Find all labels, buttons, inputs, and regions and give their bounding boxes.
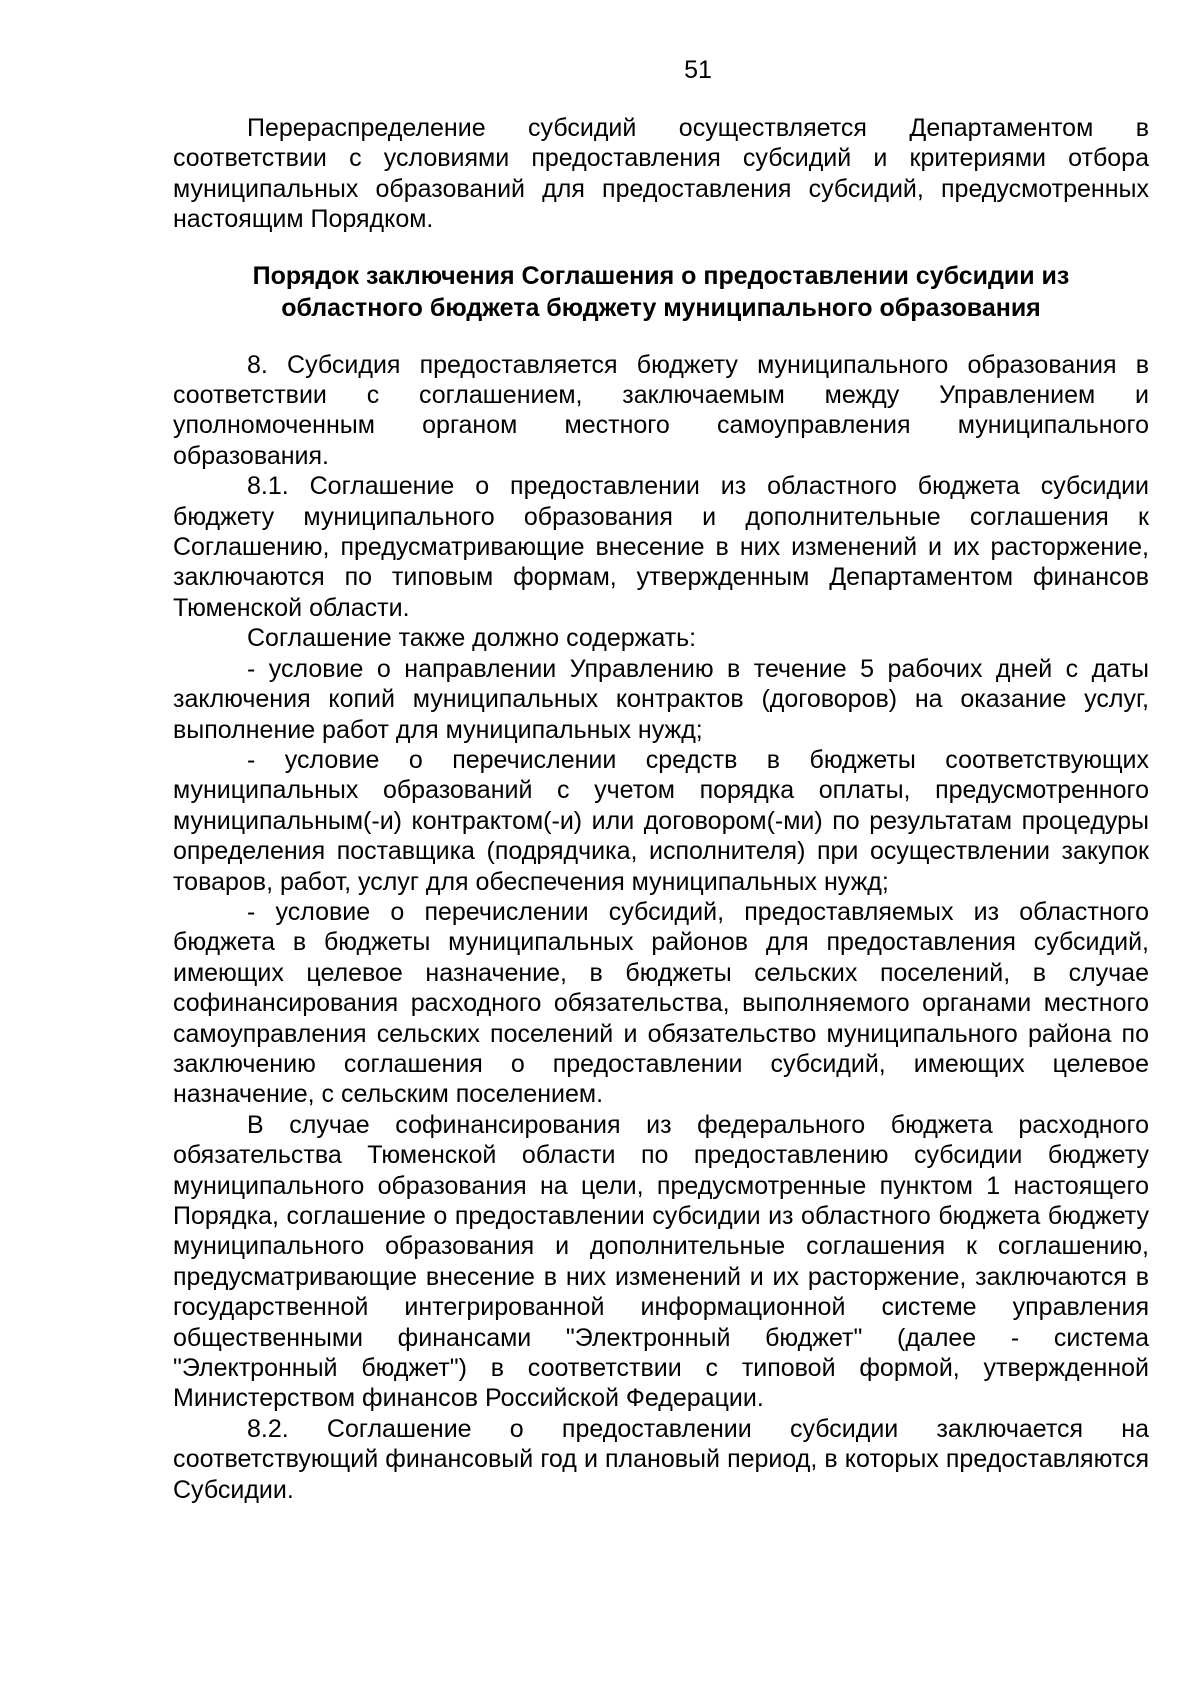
paragraph-8-1: 8.1. Соглашение о предоставлении из областного бюджета субсидии бюджету муниципального образования и дополнительные соглашения к Соглашению, предусматривающие внесение в них изменений и их расторжение, заключаются по типовым формам, утвержденным Департаментом финансов Тюменской области. <box>173 472 1149 622</box>
condition-funds-transfer: - условие о перечислении средств в бюджеты соответствующих муниципальных образований с учетом порядка оплаты, предусмотренного муниципальным(-и) контрактом(-и) или договором(-ми) по результатам процедуры определения поставщика (подрядчика, исполнителя) при осуществлении закупок товаров, работ, услуг для обеспечения муниципальных нужд; <box>173 745 1149 896</box>
paragraph-8-2: 8.2. Соглашение о предоставлении субсидии заключается на соответствующий финансовый год и плановый период, в которых предоставляются Субсидии. <box>173 1414 1149 1504</box>
page-number: 51 <box>684 56 712 84</box>
section-heading-line-1: Порядок заключения Соглашения о предоставлении субсидии из <box>252 261 1070 290</box>
federal-cofinancing-paragraph: В случае софинансирования из федерального бюджета расходного обязательства Тюменской области по предоставлению субсидии бюджету муниципального образования на цели, предусмотренные пунктом 1 настоящего Порядка, соглашение о предоставлении субсидии из областного бюджета бюджету муниципального образования и дополнительные соглашения к соглашению, предусматривающие внесение в них изменений и их расторжение, заключаются в государственной интегрированной информационной системе управления общественными финансами "Электронный бюджет" (далее - система "Электронный бюджет") в соответствии с типовой формой, утвержденной Министерством финансов Российской Федерации. <box>173 1110 1149 1413</box>
agreement-contents-intro: Соглашение также должно содержать: <box>247 624 697 653</box>
condition-subsidies-transfer: - условие о перечислении субсидий, предоставляемых из областного бюджета в бюджеты муниципальных районов для предоставления субсидий, имеющих целевое назначение, в бюджеты сельских поселений, в случае софинансирования расходного обязательства, выполняемого органами местного самоуправления сельских поселений и обязательство муниципального района по заключению соглашения о предоставлении субсидий, имеющих целевое назначение, с сельским поселением. <box>173 897 1149 1109</box>
intro-paragraph: Перераспределение субсидий осуществляется Департаментом в соответствии с условиями предоставления субсидий и критериями отбора муниципальных образований для предоставления субсидий, предусмотренных настоящим Порядком. <box>173 114 1149 234</box>
condition-contracts-copies: - условие о направлении Управлению в течение 5 рабочих дней с даты заключения копий муниципальных контрактов (договоров) на оказание услуг, выполнение работ для муниципальных нужд; <box>173 654 1149 744</box>
section-heading <box>173 260 1149 324</box>
document-body <box>173 113 1149 1505</box>
section-heading-line-2: областного бюджета бюджету муниципального образования <box>281 293 1041 322</box>
paragraph-8: 8. Субсидия предоставляется бюджету муниципального образования в соответствии с соглашением, заключаемым между Управлением и уполномоченным органом местного самоуправления муниципального образования. <box>173 350 1149 470</box>
